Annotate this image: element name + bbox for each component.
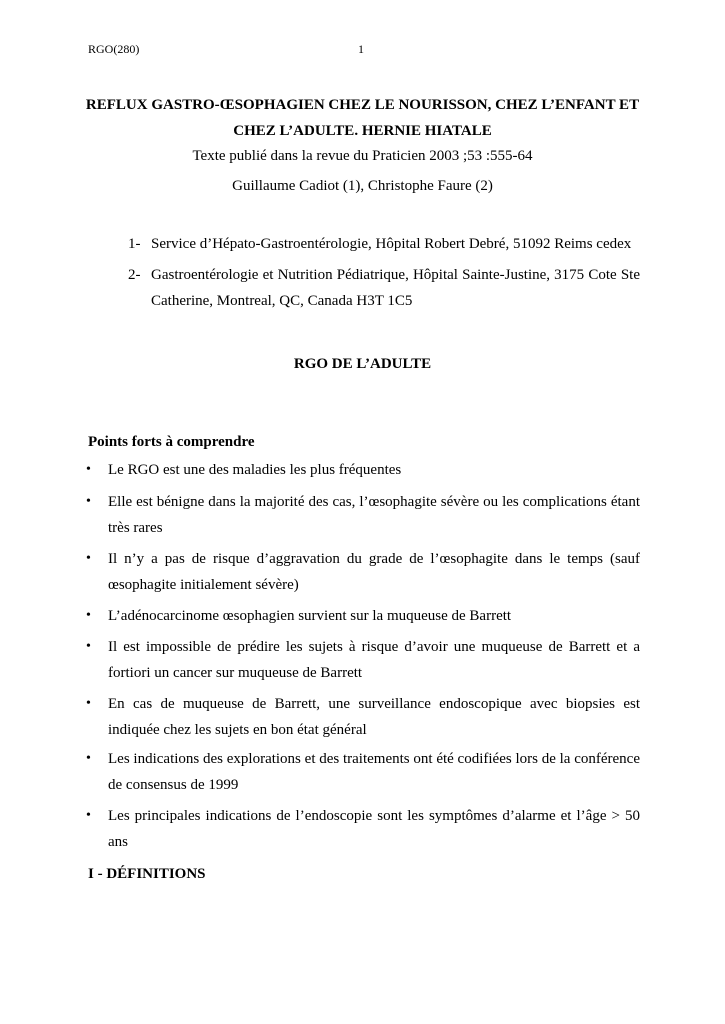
- document-title: REFLUX GASTRO-ŒSOPHAGIEN CHEZ LE NOURISSON, CHEZ L’ENFANT ET CHEZ L’ADULTE. HERNIE HIATALE: [85, 97, 640, 139]
- list-item: En cas de muqueuse de Barrett, une surveillance endoscopique avec biopsies est indiquée chez les sujets en bon état général: [108, 696, 640, 738]
- bullet-icon: •: [86, 696, 91, 711]
- bullet-icon: •: [86, 608, 91, 623]
- bullet-icon: •: [86, 462, 91, 477]
- list-item: Il est impossible de prédire les sujets à risque d’avoir une muqueuse de Barrett et a fortiori un cancer sur muqueuse de Barrett: [108, 639, 640, 681]
- bullet-icon: •: [86, 751, 91, 766]
- list-item: Le RGO est une des maladies les plus fréquentes: [108, 462, 402, 478]
- bullet-icon: •: [86, 639, 91, 654]
- publication-line: Texte publié dans la revue du Praticien 2003 ;53 :555-64: [192, 148, 533, 164]
- key-points-heading: Points forts à comprendre: [88, 434, 255, 450]
- bullet-icon: •: [86, 808, 91, 823]
- authors-line: Guillaume Cadiot (1), Christophe Faure (2): [232, 178, 493, 194]
- running-head: RGO(280): [88, 42, 140, 56]
- section-title: RGO DE L’ADULTE: [293, 356, 432, 372]
- affiliation-text-2: Gastroentérologie et Nutrition Pédiatrique, Hôpital Sainte-Justine, 3175 Cote Ste Catherine, Montreal, QC, Canada H3T 1C5: [151, 267, 640, 309]
- affiliation-text-1: Service d’Hépato-Gastroentérologie, Hôpital Robert Debré, 51092 Reims cedex: [151, 236, 632, 252]
- list-item: Il n’y a pas de risque d’aggravation du grade de l’œsophagite dans le temps (sauf œsophagite initialement sévère): [108, 551, 640, 593]
- list-item: Elle est bénigne dans la majorité des cas, l’œsophagite sévère ou les complications étant très rares: [108, 494, 640, 536]
- bullet-icon: •: [86, 494, 91, 509]
- affiliation-number-2: 2-: [128, 267, 141, 283]
- definitions-heading: I - DÉFINITIONS: [88, 866, 206, 882]
- list-item: Les principales indications de l’endoscopie sont les symptômes d’alarme et l’âge > 50 ans: [108, 808, 640, 850]
- affiliation-number-1: 1-: [128, 236, 141, 252]
- list-item: L’adénocarcinome œsophagien survient sur la muqueuse de Barrett: [108, 608, 512, 624]
- list-item: Les indications des explorations et des traitements ont été codifiées lors de la conférence de consensus de 1999: [108, 751, 640, 793]
- bullet-icon: •: [86, 551, 91, 566]
- page-number: 1: [358, 42, 364, 56]
